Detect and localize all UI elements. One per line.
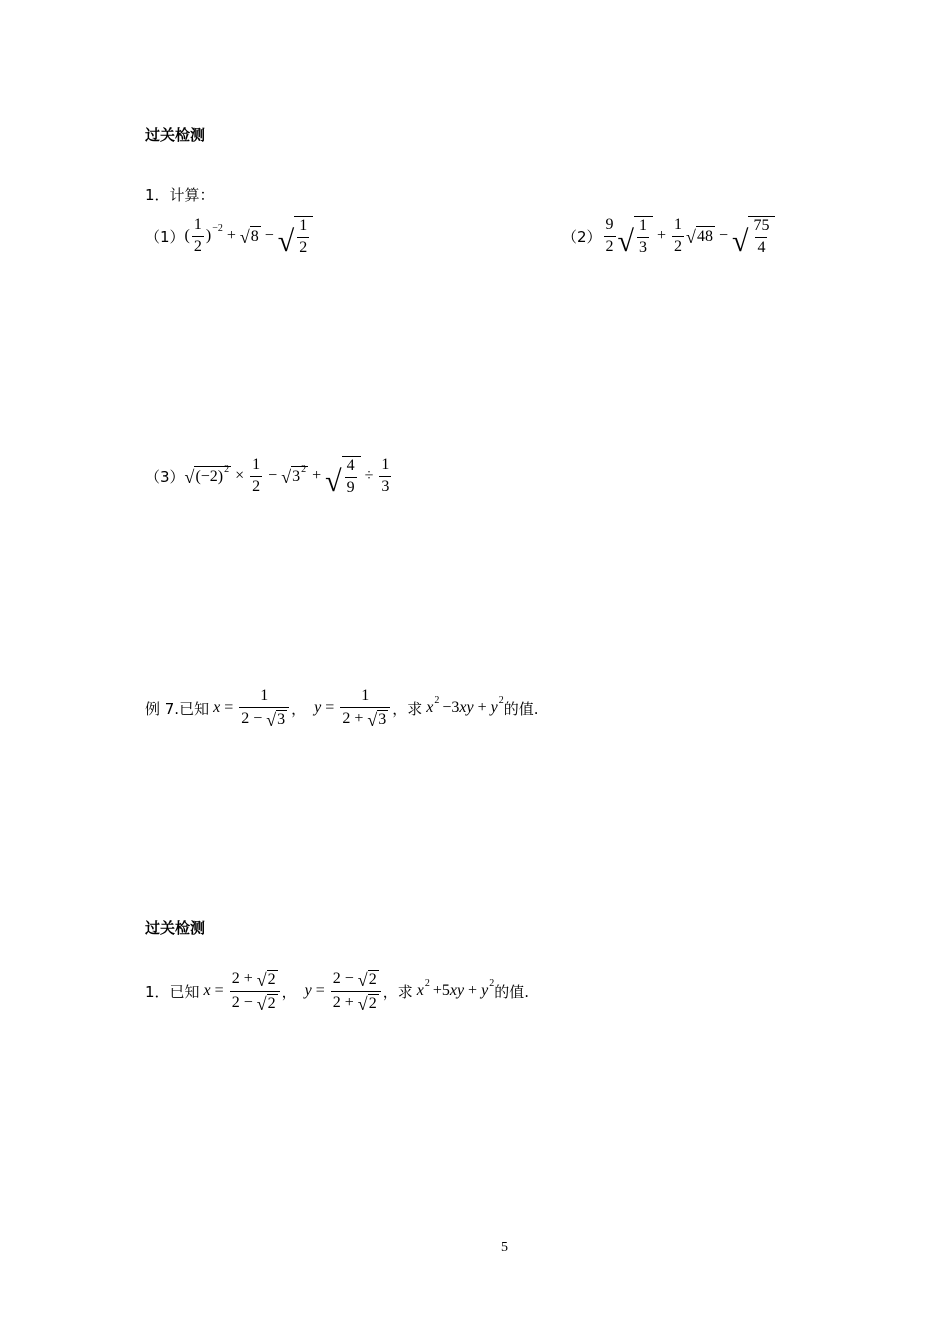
- exponent: −2: [212, 222, 223, 234]
- denominator: 2: [252, 477, 261, 495]
- numerator: 1: [260, 687, 269, 704]
- numerator: 1: [361, 687, 370, 704]
- radical-sign: √: [256, 969, 267, 990]
- numerator: 4: [346, 457, 355, 474]
- numerator: 9: [605, 216, 614, 233]
- expr-coef: −3: [442, 699, 460, 717]
- page-number: 5: [501, 1240, 508, 1255]
- equals-sign: =: [315, 982, 325, 1000]
- sqrt-3: [266, 710, 287, 729]
- numerator: 1: [639, 217, 648, 234]
- equals-sign: =: [224, 699, 234, 717]
- sqrt-fraction: [618, 216, 653, 257]
- radicand: 8: [250, 228, 259, 246]
- radical-sign: √: [617, 224, 635, 258]
- numerator: 1: [674, 216, 683, 233]
- numerator: 1: [299, 217, 308, 234]
- numerator: 1: [252, 456, 261, 473]
- den-term: 2: [342, 709, 351, 727]
- exponent: 2: [498, 694, 504, 706]
- var-y: y: [304, 982, 312, 1000]
- fraction: [345, 458, 357, 497]
- part-label: （3）: [145, 467, 185, 486]
- den-term: 2: [332, 993, 341, 1011]
- y-fraction: [340, 688, 390, 729]
- example-prefix: 例 7.已知: [145, 699, 210, 718]
- divide-sign: ÷: [364, 467, 374, 485]
- denominator: 4: [757, 238, 766, 256]
- var-x: x: [203, 982, 211, 1000]
- num-term: 2: [332, 970, 341, 988]
- ask-text: ，求: [382, 982, 413, 1001]
- radical-sign: √: [686, 227, 696, 248]
- ask-text: ，求: [392, 699, 423, 718]
- denominator: 9: [346, 478, 355, 496]
- radicand: [194, 463, 231, 486]
- den-term: 2: [231, 993, 240, 1011]
- equals-sign: =: [214, 982, 224, 1000]
- sqrt-fraction: [325, 456, 360, 497]
- numerator: [230, 970, 280, 991]
- fraction-half: [192, 217, 204, 256]
- x-fraction: [239, 688, 289, 729]
- fraction-nine-halves: [604, 217, 616, 256]
- fraction: [297, 218, 309, 257]
- den-op: +: [344, 993, 354, 1011]
- fraction-half: [250, 457, 262, 496]
- question-prefix: 1．已知: [145, 982, 200, 1001]
- plus-sign: +: [226, 227, 236, 245]
- radicand: 3: [277, 710, 286, 728]
- minus-sign: −: [268, 467, 278, 485]
- times-sign: ×: [235, 467, 245, 485]
- example-7: [145, 688, 539, 729]
- expr-coef: +5: [432, 982, 450, 1000]
- radicand: [748, 216, 775, 257]
- sqrt-48: [686, 226, 715, 246]
- plus-sign: +: [468, 982, 478, 1000]
- comma: ，: [291, 699, 307, 718]
- radicand: 2: [368, 971, 377, 988]
- part-label: （2）: [562, 227, 602, 246]
- exponent: 2: [424, 977, 430, 989]
- expr-x: x: [416, 982, 424, 1000]
- radical-sign: √: [357, 969, 368, 990]
- section-title: 过关检测: [145, 919, 206, 937]
- den-op: −: [253, 709, 263, 727]
- problem-1-2: [562, 216, 775, 257]
- expr-xy: xy: [449, 982, 465, 1000]
- sqrt-2: [358, 970, 379, 989]
- denominator: [230, 991, 280, 1013]
- numerator: [331, 970, 381, 991]
- problem-1-3: [145, 456, 393, 497]
- radicand: [342, 456, 361, 497]
- radicand: 2: [267, 994, 276, 1012]
- sqrt-3: [367, 710, 388, 729]
- base: 3: [292, 468, 301, 486]
- denominator: 3: [639, 238, 648, 256]
- sqrt-2: [358, 994, 379, 1013]
- paren-open: (: [184, 227, 190, 245]
- sqrt-2: [257, 994, 278, 1013]
- fraction: [751, 218, 771, 257]
- num-op: +: [243, 970, 253, 988]
- radical-sign: √: [266, 709, 277, 730]
- radicand: [294, 216, 313, 257]
- var-y: y: [314, 699, 322, 717]
- denominator: 2: [299, 238, 308, 256]
- sqrt-three-squared: [281, 463, 308, 488]
- radical-sign: √: [184, 467, 195, 488]
- sqrt-8: [240, 226, 261, 246]
- denominator: 2: [193, 237, 202, 255]
- exponent: 2: [489, 977, 495, 989]
- suffix-text: 的值.: [494, 982, 529, 1001]
- radicand: 3: [378, 710, 387, 728]
- plus-sign: +: [657, 227, 667, 245]
- equals-sign: =: [325, 699, 335, 717]
- y-fraction: [331, 970, 381, 1013]
- denominator: 2: [674, 237, 683, 255]
- numerator: 1: [193, 216, 202, 233]
- expr-xy: xy: [459, 699, 474, 717]
- problem-2-1: [145, 970, 529, 1013]
- question-label: 1．计算：: [145, 186, 215, 204]
- fraction-half: [672, 217, 684, 256]
- radicand: 2: [267, 971, 276, 988]
- exponent: 2: [224, 463, 230, 475]
- expr-y: y: [490, 699, 498, 717]
- sqrt-fraction: [278, 216, 313, 257]
- denominator: [239, 707, 289, 729]
- var-x: x: [213, 699, 221, 717]
- radical-sign: √: [277, 224, 295, 258]
- expr-y: y: [481, 982, 489, 1000]
- den-op: −: [243, 993, 253, 1011]
- numerator: 75: [753, 217, 770, 234]
- den-term: 2: [241, 709, 250, 727]
- paren-close: ): [205, 227, 212, 245]
- num-op: −: [344, 970, 354, 988]
- radical-sign: √: [325, 464, 342, 498]
- exponent: 2: [434, 694, 440, 706]
- x-fraction: [230, 970, 280, 1013]
- radical-sign: √: [357, 993, 368, 1014]
- radicand: 2: [368, 994, 377, 1012]
- radical-sign: √: [281, 467, 292, 488]
- num-term: 2: [231, 970, 240, 988]
- sqrt-neg-two-squared: [184, 463, 232, 488]
- den-op: +: [354, 709, 364, 727]
- denominator: 2: [605, 237, 614, 255]
- denominator: 3: [381, 477, 390, 495]
- radicand: 48: [696, 228, 713, 246]
- radicand: [291, 463, 308, 486]
- expr-x: x: [426, 699, 434, 717]
- minus-sign: −: [718, 227, 728, 245]
- radical-sign: √: [239, 227, 250, 248]
- fraction-third: [379, 457, 391, 496]
- exponent: 2: [301, 463, 307, 475]
- sqrt-fraction: [732, 216, 775, 257]
- radical-sign: √: [367, 709, 378, 730]
- denominator: [331, 991, 381, 1013]
- plus-sign: +: [312, 467, 322, 485]
- suffix-text: 的值.: [503, 699, 539, 718]
- radical-sign: √: [731, 224, 749, 258]
- radical-sign: √: [256, 993, 267, 1014]
- plus-sign: +: [477, 699, 487, 717]
- base: (−2): [195, 468, 224, 486]
- minus-sign: −: [264, 227, 274, 245]
- numerator: 1: [381, 456, 390, 473]
- denominator: [340, 707, 390, 729]
- section-title: 过关检测: [145, 126, 206, 144]
- radicand: [634, 216, 653, 257]
- problem-1-1: [145, 216, 313, 257]
- sqrt-2: [257, 970, 278, 989]
- part-label: （1）: [145, 227, 185, 246]
- comma: ，: [281, 982, 297, 1001]
- fraction: [637, 218, 649, 257]
